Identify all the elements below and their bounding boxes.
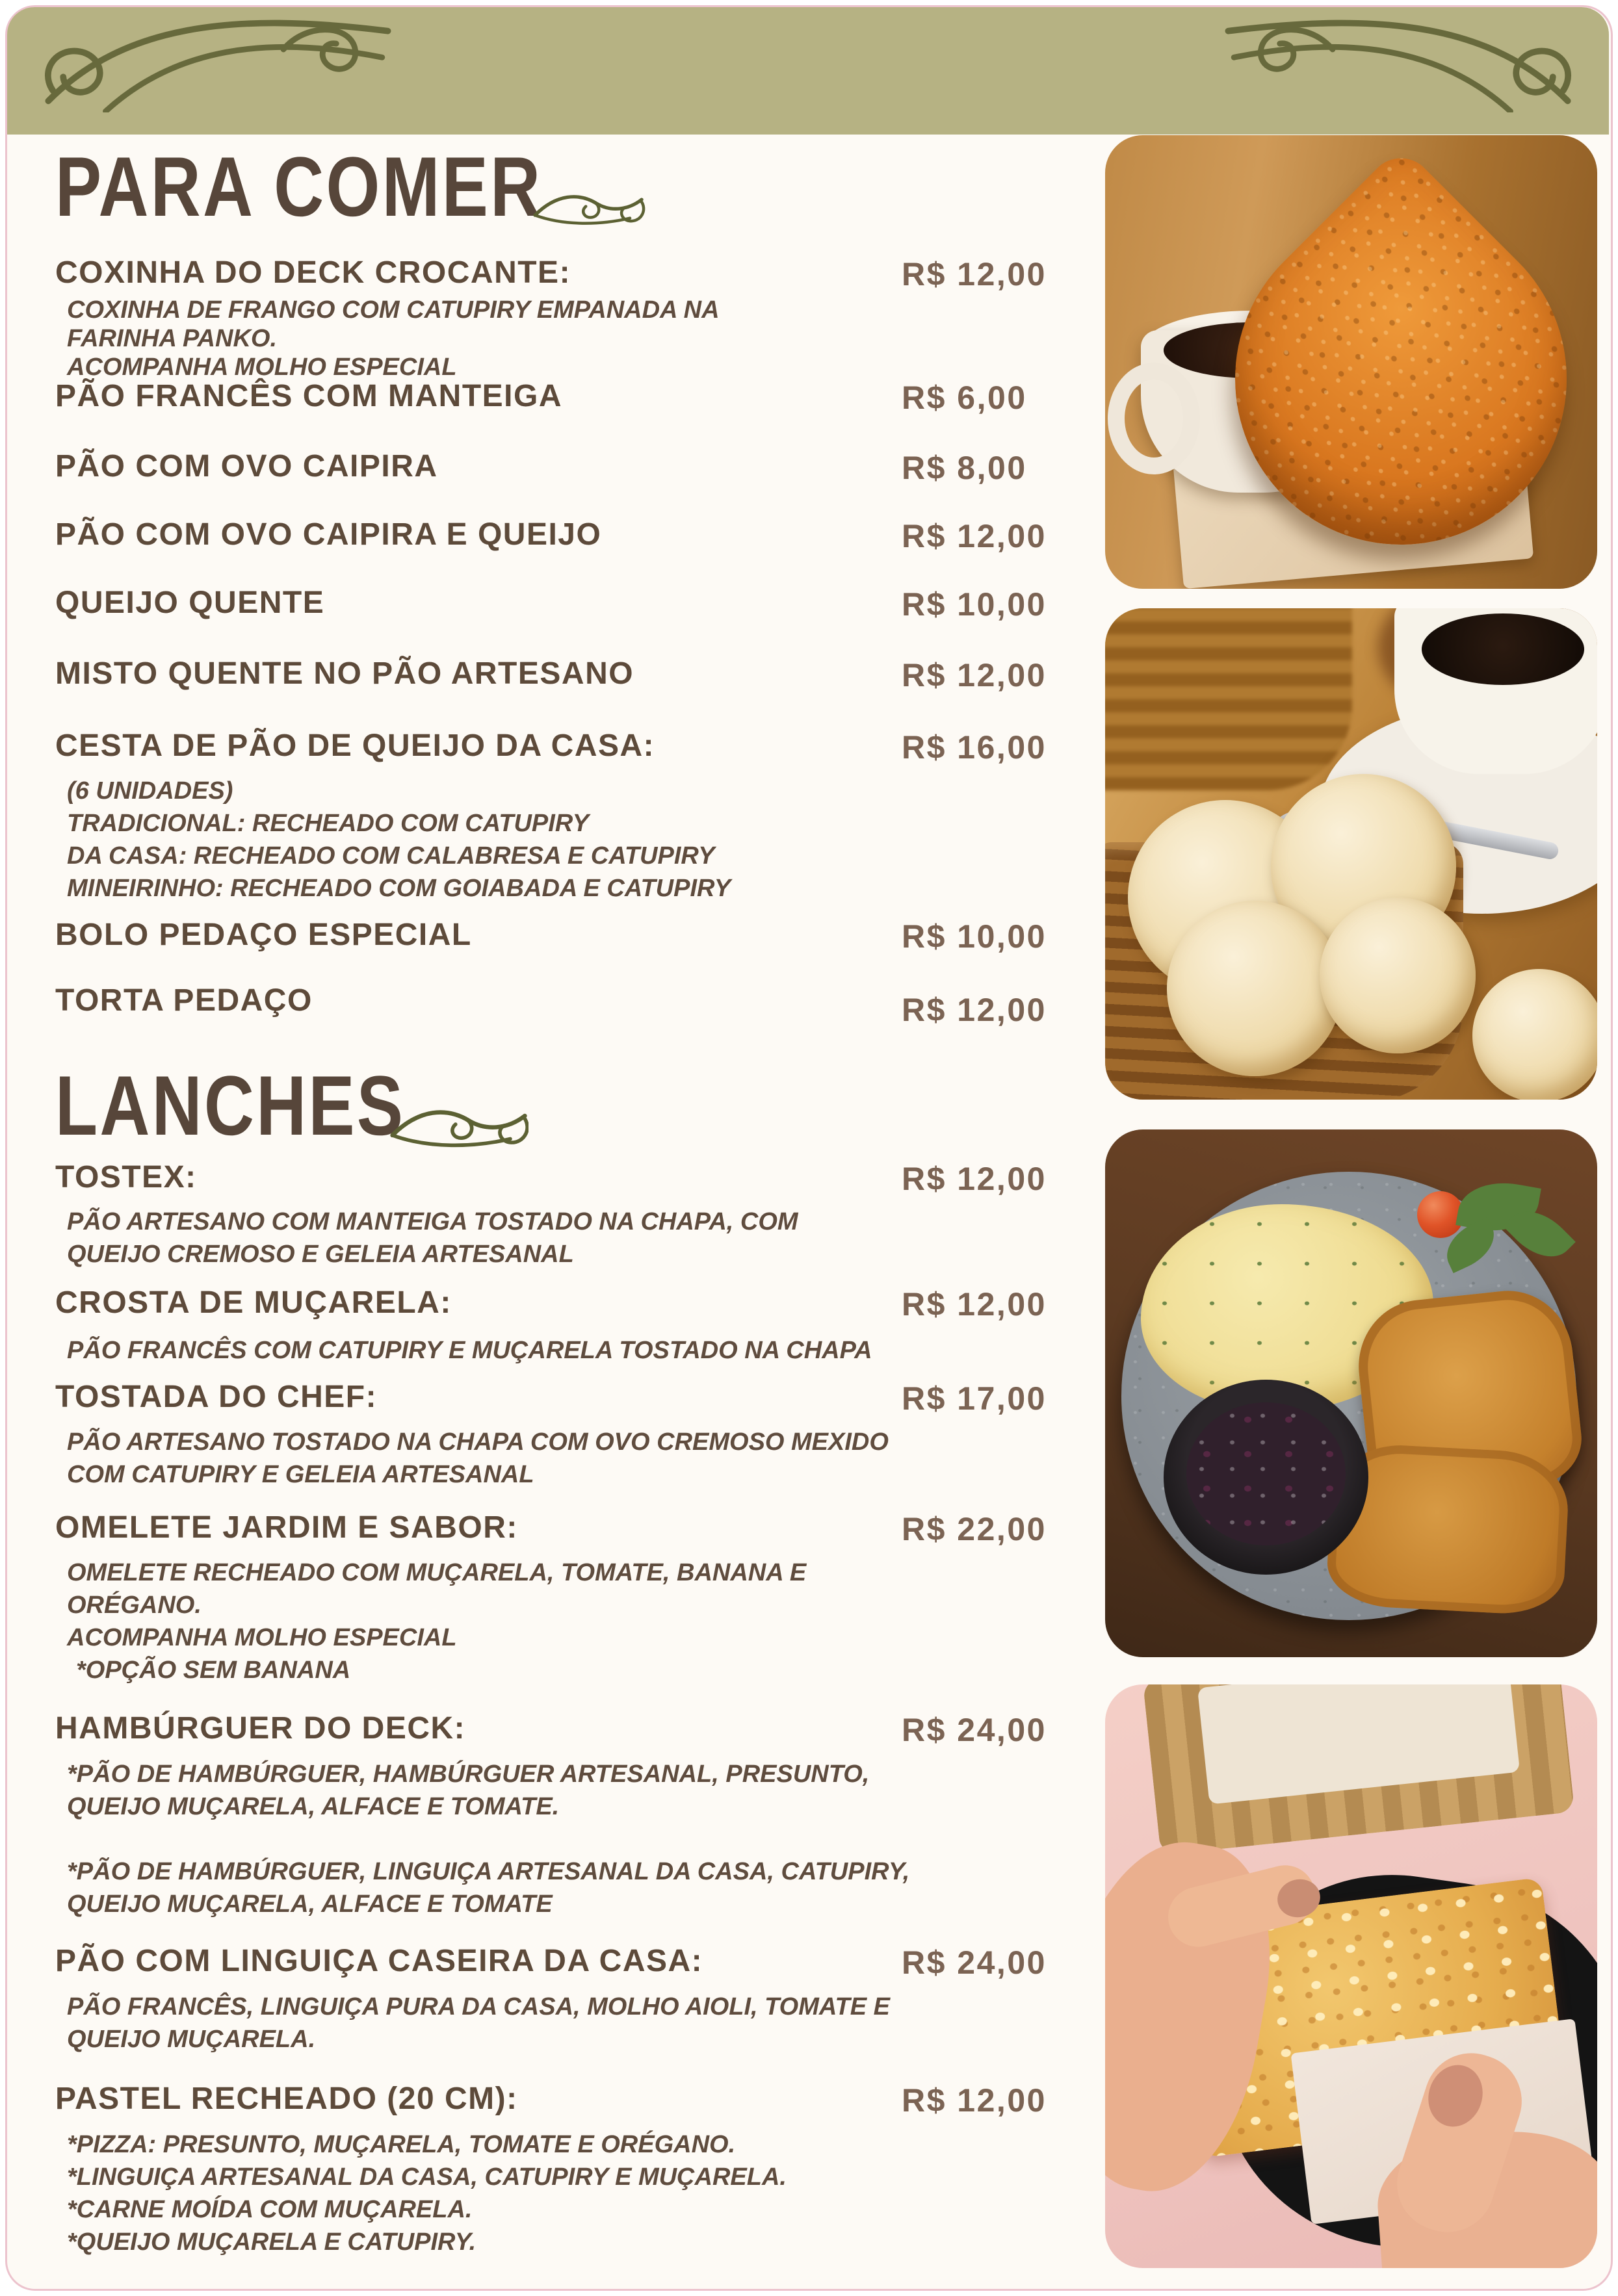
item-desc-line: QUEIJO MUÇARELA, ALFACE E TOMATE [67, 1890, 553, 1918]
item-desc [55, 1758, 1079, 1920]
item-desc-line: *OPÇÃO SEM BANANA [76, 1656, 351, 1684]
item-desc-line: ACOMPANHA MOLHO ESPECIAL [67, 353, 457, 381]
header-band [7, 7, 1609, 135]
menu-item [55, 254, 1079, 381]
menu-item [55, 1710, 1079, 1920]
menu-item [55, 655, 1079, 693]
item-name: HAMBÚRGUER DO DECK: [55, 1711, 466, 1746]
item-desc-line: *PIZZA: PRESUNTO, MUÇARELA, TOMATE E ORÉGANO. [67, 2130, 736, 2158]
title-flourish-icon [517, 190, 660, 231]
photo-coxinha-with-coffee [1105, 135, 1597, 589]
item-price: R$ 12,00 [902, 1161, 1047, 1197]
item-desc-line: PÃO FRANCÊS, LINGUIÇA PURA DA CASA, MOLHO AIOLI, TOMATE E [67, 1993, 890, 2020]
item-desc-line: PÃO ARTESANO TOSTADO NA CHAPA COM OVO CREMOSO MEXIDO [67, 1428, 889, 1456]
header-flourish-left-icon [12, 15, 428, 112]
item-desc-line: (6 UNIDADES) [67, 777, 233, 805]
menu-item [55, 727, 1079, 905]
item-name: COXINHA DO DECK CROCANTE: [55, 255, 571, 290]
item-desc-line: DA CASA: RECHEADO COM CALABRESA E CATUPIRY [67, 842, 715, 870]
item-desc-line: *LINGUIÇA ARTESANAL DA CASA, CATUPIRY E MUÇARELA. [67, 2163, 787, 2191]
item-name: OMELETE JARDIM E SABOR: [55, 1510, 518, 1545]
menu-item [55, 584, 1079, 622]
item-desc [55, 1334, 1079, 1367]
item-desc-line: QUEIJO CREMOSO E GELEIA ARTESANAL [67, 1240, 574, 1268]
section-title-para-comer: PARA COMER [55, 139, 543, 234]
item-desc-line [67, 1823, 1079, 1855]
item-price: R$ 8,00 [902, 450, 1027, 486]
item-desc-line: *PÃO DE HAMBÚRGUER, HAMBÚRGUER ARTESANAL, PRESUNTO, [67, 1760, 870, 1788]
item-desc [55, 1556, 1079, 1686]
item-name: PÃO COM LINGUIÇA CASEIRA DA CASA: [55, 1944, 703, 1978]
item-desc [55, 1426, 1079, 1491]
item-price: R$ 24,00 [902, 1944, 1047, 1981]
photo-pastel-in-hands [1105, 1684, 1597, 2268]
item-desc-line: COXINHA DE FRANGO COM CATUPIRY EMPANADA NA [67, 296, 720, 324]
item-price: R$ 17,00 [902, 1380, 1047, 1417]
item-desc [55, 296, 1079, 381]
item-desc-line: ORÉGANO. [67, 1591, 202, 1619]
menu-item [55, 448, 1079, 485]
photo-scrambled-eggs-toast-plate [1105, 1129, 1597, 1657]
item-desc-line: *QUEIJO MUÇARELA E CATUPIRY. [67, 2228, 476, 2256]
item-price: R$ 12,00 [902, 2082, 1047, 2119]
item-price: R$ 16,00 [902, 729, 1047, 766]
item-name: TOSTADA DO CHEF: [55, 1380, 378, 1414]
menu-item [55, 1378, 1079, 1491]
item-name: CESTA DE PÃO DE QUEIJO DA CASA: [55, 729, 655, 763]
item-desc-line: QUEIJO MUÇARELA. [67, 2025, 316, 2053]
item-desc-line: PÃO ARTESANO COM MANTEIGA TOSTADO NA CHAPA, COM [67, 1207, 798, 1235]
item-desc-line: OMELETE RECHEADO COM MUÇARELA, TOMATE, BANANA E [67, 1558, 807, 1586]
item-name: MISTO QUENTE NO PÃO ARTESANO [55, 656, 634, 691]
menu-item [55, 378, 1079, 415]
item-price: R$ 22,00 [902, 1511, 1047, 1547]
item-price: R$ 10,00 [902, 918, 1047, 955]
item-name: BOLO PEDAÇO ESPECIAL [55, 918, 472, 952]
item-desc-line: PÃO FRANCÊS COM CATUPIRY E MUÇARELA TOSTADO NA CHAPA [67, 1336, 872, 1364]
item-desc-line: FARINHA PANKO. [67, 324, 277, 352]
header-flourish-right-icon [1188, 15, 1604, 112]
cheese-bread-ball-shape [1320, 897, 1476, 1053]
menu-item [55, 1284, 1079, 1367]
item-name: PÃO COM OVO CAIPIRA [55, 449, 438, 484]
item-desc-line: TRADICIONAL: RECHEADO COM CATUPIRY [67, 809, 589, 837]
menu-item [55, 1942, 1079, 2056]
menu-item [55, 916, 1079, 954]
item-desc-line: *CARNE MOÍDA COM MUÇARELA. [67, 2195, 473, 2223]
coffee-surface-shape [1422, 613, 1584, 685]
item-price: R$ 6,00 [902, 380, 1027, 416]
item-price: R$ 12,00 [902, 657, 1047, 693]
item-desc [55, 1991, 1079, 2056]
item-desc-line: ACOMPANHA MOLHO ESPECIAL [67, 1623, 457, 1651]
item-price: R$ 12,00 [902, 1286, 1047, 1322]
item-name: PÃO COM OVO CAIPIRA E QUEIJO [55, 517, 602, 552]
cheese-bread-ball-shape [1167, 901, 1342, 1076]
menu-item [55, 516, 1079, 554]
menu-item [55, 982, 1079, 1028]
item-desc-line: QUEIJO MUÇARELA, ALFACE E TOMATE. [67, 1792, 560, 1820]
item-desc-line: COM CATUPIRY E GELEIA ARTESANAL [67, 1460, 534, 1488]
menu-item [55, 1509, 1079, 1686]
item-desc-line: MINEIRINHO: RECHEADO COM GOIABADA E CATUPIRY [67, 874, 731, 902]
item-name: PASTEL RECHEADO (20 CM): [55, 2082, 518, 2116]
background-basket-shape [1105, 608, 1352, 790]
title-flourish-icon [389, 1103, 528, 1155]
item-name: TORTA PEDAÇO [55, 983, 313, 1018]
item-price: R$ 12,00 [902, 256, 1047, 292]
item-name: TOSTEX: [55, 1160, 197, 1194]
item-desc [55, 2128, 1079, 2258]
item-price: R$ 12,00 [902, 992, 1047, 1028]
photo-pao-de-queijo-basket [1105, 608, 1597, 1100]
section-title-lanches: LANCHES [55, 1058, 406, 1153]
item-desc [55, 1206, 1079, 1271]
item-name: QUEIJO QUENTE [55, 586, 325, 620]
menu-item [55, 1159, 1079, 1271]
item-price: R$ 12,00 [902, 518, 1047, 554]
menu-item [55, 2080, 1079, 2258]
jam-shape [1186, 1402, 1346, 1545]
item-name: PÃO FRANCÊS COM MANTEIGA [55, 379, 562, 413]
item-price: R$ 24,00 [902, 1712, 1047, 1748]
item-desc [55, 775, 1079, 905]
cup-handle-shape [1108, 363, 1200, 474]
item-name: CROSTA DE MUÇARELA: [55, 1285, 452, 1320]
item-desc-line: *PÃO DE HAMBÚRGUER, LINGUIÇA ARTESANAL DA CASA, CATUPIRY, [67, 1857, 910, 1885]
cheese-bread-ball-shape [1472, 969, 1597, 1100]
item-price: R$ 10,00 [902, 586, 1047, 623]
